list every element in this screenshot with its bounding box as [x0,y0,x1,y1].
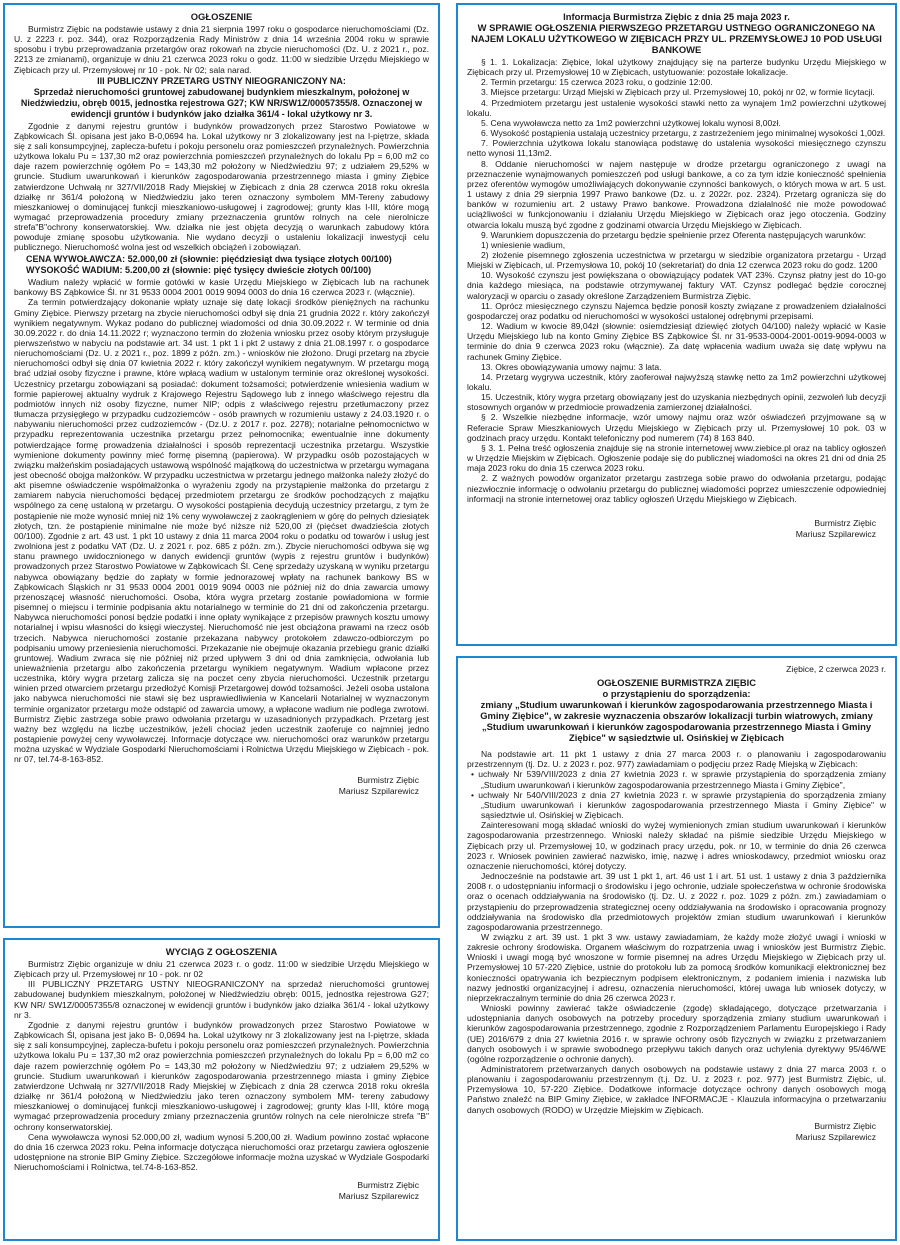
zmiany-bullet-item [467,769,886,789]
informacja-items [467,57,886,504]
zmiany-scope: zmiany „Studium uwarunkowań i kierunków zagospodarowania przestrzennego Miasta i Gminy Ziębice", w zakresie wyznaczenia obszarów lokalizacji turbin wiatrowych, zmiany „Studium uwarunkowań i kierunków zagospodarowania przestrzennego Miasta i Gminy Ziębice" w sąsiedztwie ul. Osińskiej w Ziębicach [480,699,873,744]
informacja-item: § 3. 1. Pełna treść ogłoszenia znajduje się na stronie internetowej www.ziebice.pl oraz na tablicy ogłoszeń w Urzędzie Miejskim w Ziębicach. Ogłoszenie podaje się do publicznej wiadomości na okres 21 dni od dnia 25 maja 2023 roku do dnia 15 czerwca 2023 roku. [467,442,886,474]
signature-title: Burmistrz Ziębic [814,517,876,528]
signature-title: Burmistrz Ziębic [814,1120,876,1131]
wyciag-title: WYCIĄG Z OGŁOSZENIA [165,946,278,957]
informacja-item: 13. Okres obowiązywania umowy najmu: 3 lata. [481,361,662,372]
signature-name: Mariusz Szpilarewicz [795,528,876,539]
informacja-item: 12. Wadium w kwocie 89,04zł (słownie: osiemdziesiąt dziewięć złotych 04/100) należy wpłacić w Kasie Urzędu Miejskiego lub na konto Gminy Ziębice BS Ząbkowice Śl. nr 31-9533-0004-2001-0019-9094-0003 w terminie do dnia 9 czerwca 2023 roku (włącznie). Za datę wpłacenia wadium uważa się datę wpływu na rachunek Gminy Ziębice. [467,321,886,362]
wyciag-subject: III PUBLICZNY PRZETARG USTNY NIEOGRANICZONY na sprzedaż nieruchomości gruntowej zabudowanej budynkiem mieszkalnym, położonej w Niedźwiedziu obręb: 0015, jednostka rejestrowa G27; KW NR/ SW1Z/00057355/8 oznaczonej w ewidencji gruntów i budynków jako działka 361/4 - lokal użytkowy nr 3. [14,979,429,1020]
signature-name: Mariusz Szpilarewicz [795,1131,876,1142]
signature-title: Burmistrz Ziębic [357,774,419,785]
wyciag-description: Zgodnie z danymi rejestru gruntów i budynków prowadzonych przez Starostwo Powiatowe w Ząbkowicach Śl, opisana jest jako B- 0,0694 ha. Lokal użytkowy nr 3 zlokalizowany jest na I-piętrze, składa się z sali konsumpcyjnej, zaplecza-bufetu i pokoju personelu oraz pomieszczeń przynależnych. Powierzchnia użytkowa lokalu Pu = 137,30 m2 oraz powierzchnia pomieszczeń przynależnych do lokalu Pp = 6,00 m2 co daje razem powierzchnię ogółem Po = 143,30 m2 położony w Niedźwiedziu 97; z udziałem 29,52% w gruncie. Studium uwarunkowań i kierunków zagospodarowania przestrzennego miasta i gminy Ziębice zatwierdzone Uchwałą nr 327/VII/2018 Rady Miejskiej w Ziębicach z dnia 28 czerwca 2018 roku określa działkę nr 361/4 położoną w Niedźwiedziu jako teren oznaczony symbolem MM- tereny zabudowy mieszkaniowej o dominującej funkcji mieszkaniowo-usługowej i zagrodowej; grunty klas I-III, które mogą wymagać przeprowadzenia procedury zmiany przeznaczenia gruntów rolnych na cele nierolnicze strefa "B" ochrony konserwatorskiej. [14,1019,429,1132]
wyciag-signature [14,1180,429,1202]
ogloszenie-title: OGŁOSZENIE [190,11,253,22]
informacja-item: 14. Przetarg wygrywa uczestnik, który zaoferował najwyższą stawkę netto za 1m2 powierzchni użytkowej lokalu. [467,371,886,392]
ogloszenie-description: Zgodnie z danymi rejestru gruntów i budynków prowadzonych przez Starostwo Powiatowe w Ząbkowicach Śl. opisana jest jako B-0,0694 ha. Lokal użytkowy nr 3 zlokalizowany jest na I-piętrze, składa się z sali konsumpcyjnej, zaplecza-bufetu i pokoju personelu oraz pomieszczeń przynależnych. Powierzchnia użytkowa lokalu Pu = 137,30 m2 oraz powierzchnia pomieszczeń przynależnych do lokalu Pp = 6,00 m2 co daje razem powierzchnię ogółem Po = 143,30 m2 położony w Niedźwiedziu 97; z udziałem 29,52% w gruncie. Studium uwarunkowań i kierunków zagospodarowania przestrzennego miasta i gminy Ziębice zatwierdzone Uchwałą nr 327/VII/2018 Rady Miejskiej w Ziębicach z dnia 28 czerwca 2018 roku określa działkę nr 361/4 położoną w Niedźwiedziu jako teren oznaczony symbolem MM-Tereny zabudowy mieszkaniowej o dominującej funkcji mieszkaniowo-usługowej i zagrodowej; grunty klas I-III, które mogą wymagać przeprowadzenia procedury zmiany przeznaczenia gruntów rolnych na cele nierolnicze strefa"B"ochrony konserwatorskiej. Ww. działka nie jest objęta decyzją o warunkach zabudowy która powoduje zmianę sposobu użytkowania. Nie wydano decyzji o ustaleniu lokalizacji inwestycji celu publicznego. Nieruchomość wolna jest od wszelkich obciążeń i zobowiązań. [14,120,429,253]
informacja-item: 2. Termin przetargu: 15 czerwca 2023 roku, o godzinie 12:00. [481,77,713,88]
ogloszenie-price: CENA WYWOŁAWCZA: 52.000,00 zł (słownie: pięćdziesiąt dwa tysiące złotych 00/100) [26,253,392,264]
ogloszenie-notice [3,3,440,928]
informacja-item: 8. Oddanie nieruchomości w najem następuje w drodze przetargu ograniczonego z uwagi na przeznaczenie wynajmowanych pomieszczeń pod usługi bankowe, a co za tym idzie konieczność spełnienia przez oferentów wymogów umożliwiających dokonywanie czynności bankowych, o których mowa w art. 5 ust. 1 ustawy z dnia 29 sierpnia 1997 Prawo bankowe (Dz. u. z 2022r. poz. 2324). Przetarg ogranicza się do banków w rozumieniu art. 2 ustawy Prawo bankowe. Prowadzona działalność nie może powodować uciążliwości w funkcjonowaniu i działaniu Urzędu Miejskiego w Ziębicach oraz jego otoczenia. Godziny otwarcia lokalu muszą być zgodne z godzinami otwarcia Urzędu Miejskiego w Ziębicach. [467,158,886,230]
zmiany-notice [456,656,897,1241]
informacja-item: 5. Cena wywoławcza netto za 1m2 powierzchni użytkowej lokalu wynosi 8,00zł. [481,117,781,128]
zmiany-paragraph: Jednocześnie na podstawie art. 39 ust 1 pkt 1, art. 46 ust 1 i art. 51 ust. 1 ustawy z dnia 3 października 2008 r. o udostępnianiu informacji o środowisku i jego ochronie, udziale społeczeństwa w ochronie środowiska oraz o ocenach oddziaływania na środowisko (tj. Dz. U. z 2022 r. poz. 1029 z późn. zm.) zawiadamiam o przystąpieniu do przeprowadzenia strategicznej oceny oddziaływania na środowisko i opracowania prognozy oddziaływania na środowisko dla przedmiotowych projektów zmian studium uwarunkowań i kierunków zagospodarowania przestrzennego. [467,871,886,932]
bullet-icon: • [471,769,479,780]
ogloszenie-conditions: Za termin potwierdzający dokonanie wpłaty uznaje się datę lokacji środków pieniężnych na rachunku Gminy Ziębice. Pierwszy przetarg na zbycie nieruchomości odbył się dnia 21 grudnia 2022 r. który zakończył wynikiem negatywnym. Wykaz podano do publicznej wiadomości od dnia 30.09.2022 r. W terminie od dnia 30.09.2022 r. do dnia 14.11.2022 r; wyznaczono termin do złożenia wniosku przez osoby którym przysługuje pierwszeństwo w nabyciu na podstawie art. 34 ust. 1 pkt 1 i pkt 2 ustawy z dnia 21.08.1997 r. o gospodarce nieruchomościami (Dz. U. z 2021 r., poz. 1899 z późn. zm.) - wniosków nie złożono. Drugi przetarg na zbycie nieruchomości odbył się dnia 07 kwietnia 2022 r. który zakończył wynikiem negatywnym. W przetargu mogą brać udział osoby fizyczne i prawne, które wpłacą wadium w ustalonym terminie oraz określonej wysokości. Uczestnicy przetargu zobowiązani są posiadać: dokument tożsamości; potwierdzenie wniesienia wadium w formie papierowej aktualny wydruk z Krajowego Rejestru Sądowego lub z innego właściwego rejestru dla podmiotów innych niż osoby fizyczne, numer NIP; odpis z właściwego rejestru przetłumaczony przez tłumacza przysięgłego w przypadku cudzoziemców - osób prawnych w rozumieniu ustawy z 24.03.1920 r. o nabywaniu nieruchomości przez cudzoziemców - (Dz.U. z 2017 r. poz. 2278); notarialne pełnomocnictwo w przypadku reprezentowania uczestnika przetargu przez pełnomocnika; ewentualnie inne dokumenty potwierdzające formę prowadzenia działalności i sposób reprezentacji uczestnika przetargu. Wszystkie wymienione dokumenty powinny mieć formę pisemną (papierowa). W przypadku osób pozostających w związku małżeńskim posiadających ustawową wspólność majątkową do uczestnictwa w przetargu wymagana jest obecność obojga małżonków. W przypadku uczestnictwa w przetargu jednego małżonka należy złożyć do akt pisemne oświadczenie współmałżonka o wyrażeniu zgody na przystąpienie małżonka do przetargu z zamiarem nabycia nieruchomości będącej przedmiotem przetargu ze środków pochodzących z majątku wspólnego za cenę ustaloną w przetargu. O wysokości postąpienia decydują uczestnicy przetargu, z tym że postąpienie nie może wynosić mniej niż 1% ceny wywoławczej z zaokrągleniem w górę do pełnych dziesiątek złotych, tzn. że postąpienie minimalne nie może być niższe niż 520,00 zł (pięćset dwadzieścia złotych 00/100). Zgodnie z art. 43 ust. 1 pkt 10 ustawy z dnia 11 marca 2004 roku o podatku od towarów i usług jest zwolniona jest z podatku VAT (Dz. U. z 2021 r. poz. 685 z późn. zm.). Zbycie nieruchomości odbywa się wg stanu prawnego uwidocznionego w danych ewidencji gruntów (wypis z rejestru gruntów i budynków) prowadzonych przez Starostwo Powiatowe w Ząbkowicach Śl. Cenę sprzedaży uzyskaną w wyniku przetargu nabywca obowiązany będzie do zapłaty w formie jednorazowej wpłaty na rachunek bankowy BS w Ząbkowicach Śląskich nr 31 9533 0004 2001 0019 9094 0003 nie później niż do dnia zawarcia umowy przenoszącej własność nieruchomości. Osoba, która wygra przetarg zostanie powiadomiona w formie pisemnej o miejscu i terminie podpisania aktu notarialnego w terminie do 21 dni od zakończenia przetargu. Nabywca nieruchomości ponosi będzie podatki i inne opłaty wynikające z przepisów prawnych kosztu umowy notarialnej i wpisu własności do księgi wieczystej. Nieruchomość nie jest obciążona prawami na rzecz osób trzecich. Nabywca nieruchomości zostanie przekazana nabywcy protokołem zdawczo-odbiorczym po podpisaniu umowy przeniesienia nieruchomości. Przekazanie nie obejmuje okazania przebiegu granic działki gruntowej. Wadium zwraca się nie później niż przed upływem 3 dni od dnia zamknięcia, odwołania lub unieważnienia przetargu albo zakończenia przetargu wynikiem negatywnym. Wadium wpłacone przez uczestnika, który wygra przetarg zalicza się na poczet ceny zbycia nieruchomości. Uczestnik przetargu winien przed otwarciem przetargu przedłożyć Komisji Przetargowej dowód tożsamości. Jeżeli osoba ustalona jako nabywca nieruchomości nie stawi się bez usprawiedliwienia w Kancelarii Notarialnej w wyznaczonym terminie organizator przetargu może odstąpić od zawarcia umowy, a wpłacone wadium nie podlega zwrotowi. Burmistrz Ziębic zastrzega sobie prawo odwołania przetargu w uzasadnionych przypadkach. Przetarg jest ważny bez względu na liczbę uczestników, jeżeli chociaż jeden uczestnik zaoferuje co najmniej jedno postąpienie powyżej ceny wywoławczej. Informacje dotyczące ww. nieruchomości oraz warunków przetargu można uzyskać w Wydziale Gospodarki Nieruchomościami i Rolnictwa Urzędu Miejskiego w Ziębicach - pok. nr 07, tel.74-8-163-852. [14,297,429,765]
informacja-item: 1) wniesienie wadium, [481,239,566,250]
informacja-subtitle: W SPRAWIE OGŁOSZENIA PIERWSZEGO PRZETARGU USTNEGO OGRANICZONEGO NA NAJEM LOKALU UŻYTKOWEGO W ZIĘBICACH PRZY UL. PRZEMYSŁOWEJ 10 POD USŁUGI BANKOWE [471,22,882,55]
zmiany-paragraph: Wnioski powinny zawierać także oświadczenie (zgodę) składającego, dotyczące przetwarzania i udostępniania danych osobowych na potrzeby procedury sporządzenia zmiany studium uwarunkowań i kierunków zagospodarowania przestrzennego, zgodnie z Rozporządzeniem Parlamentu Europejskiego i Rady (UE) 2016/679 z dnia 27 kwietnia 2016 r. w sprawie ochrony osób fizycznych w związku z przetwarzaniem danych osobowych i w sprawie swobodnego przepływu takich danych oraz uchylenia dyrektywy 95/46/WE (ogólne rozporządzenie o ochronie danych). [467,1003,886,1064]
bullet-icon: • [471,789,479,800]
ogloszenie-wadium-payment: Wadium należy wpłacić w formie gotówki w kasie Urzędu Miejskiego w Ziębicach lub na rachunek bankowy BS Ząbkowice Śl. nr 31 9533 0004 2001 0019 9094 0003 do dnia 16 czerwca 2023 r. (włącznie). [14,277,429,298]
informacja-item: 15. Uczestnik, który wygra przetarg obowiązany jest do uzyskania niezbędnych opinii, zezwoleń lub decyzji stosownych organów w przedmiocie prowadzenia zamierzonej działalności. [467,392,886,413]
zmiany-subtitle: o przystąpieniu do sporządzenia: [602,688,751,700]
informacja-item: § 2. Wszelkie niezbędne informacje, wzór umowy najmu oraz wzór oświadczeń przyjmowane są w Referacie Spraw Mieszkaniowych Urzędu Miejskiego w Ziębicach przy ul. Przemysłowej 10 pok. 03 w godzinach pracy urzędu. Kontakt telefoniczny pod numerem (74) 8 163 840. [467,412,886,443]
informacja-item: 10. Wysokość czynszu jest powiększana o obowiązujący podatek VAT 23%. Czynsz płatny jest do 10-go dnia każdego miesiąca, na podstawie otrzymywanej faktury VAT. Czynsz podlegać będzie corocznej waloryzacji w oparciu o zasady określone Zarządzeniem Burmistrza Ziębic. [467,270,886,301]
ogloszenie-wadium: WYSOKOŚĆ WADIUM: 5.200,00 zł (słownie: pięć tysięcy dwieście złotych 00/100) [26,265,372,276]
informacja-item: 7. Powierzchnia użytkowa lokalu stanowiąca podstawę do ustalenia wysokości miesięcznego czynszu netto wynosi 11,13m2. [467,138,886,159]
zmiany-date: Ziębice, 2 czerwca 2023 r. [786,664,886,674]
informacja-item: 2) złożenie pisemnego zgłoszenia uczestnictwa w przetargu w siedzibie organizatora przetargu - Urząd Miejski w Ziębicach, ul. Przemysłowa 10, pokój 10 (sekretariat) do dnia 12 czerwca 2023 roku do godz. 1200 [467,249,886,271]
informacja-item: § 1. 1. Lokalizacja: Ziębice, lokal użytkowy znajdujący się na parterze budynku Urzędu Miejskiego w Ziębicach przy ul. Przemysłowej 10 w Ziębicach, ustytuowanie: pozostałe lokalizacje. [467,57,886,78]
zmiany-paragraphs [467,820,886,1115]
informacja-item: 6. Wysokość postąpienia ustalają uczestnicy przetargu, z zastrzeżeniem jego minimalnej wysokości 1,00zł. [481,128,886,139]
informacja-signature [467,518,886,540]
zmiany-intro: Na podstawie art. 11 pkt 1 ustawy z dnia 27 marca 2003 r. o planowaniu i zagospodarowaniu przestrzennym (tj. Dz. U. z 2023 r. poz. 977) zawiadamiam o podjęciu przez Radę Miejską w Ziębicach: [467,749,886,770]
wyciag-notice [3,938,440,1241]
zmiany-signature [467,1121,886,1143]
ogloszenie-heading: III PUBLICZNY PRZETARG USTNY NIEOGRANICZONY NA: [97,75,346,86]
bullet-text: uchwały Nr 539/VIII/2023 z dnia 27 kwietnia 2023 r. w sprawie przystąpienia do sporządzenia zmiany „Studium uwarunkowań i kierunków zagospodarowania przestrzennego Miasta i Gminy Ziębice", [478,769,886,790]
bullet-text: uchwały Nr 540/VIII/2023 z dnia 27 kwietnia 2023 r. w sprawie przystąpienia do sporządzenia zmiany „Studium uwarunkowań i kierunków zagospodarowania przestrzennego Miasta i Gminy Ziębice" w sąsiedztwie ul. Osińskiej w Ziębicach. [478,789,886,821]
zmiany-bullet-item [467,790,886,820]
informacja-item: 2. Z ważnych powodów organizator przetargu zastrzega sobie prawo do odwołania przetargu, podając niezwłocznie informację o odwołaniu przetargu do publicznej wiadomości poprzez umieszczenie odpowiedniej informacji na stronie internetowej oraz tablicy ogłoszeń Urzędu Miejskiego w Ziębicach. [467,473,886,504]
wyciag-intro: Burmistrz Ziębic organizuje w dniu 21 czerwca 2023 r. o godz. 11:00 w siedzibie Urzędu Miejskiego w Ziębicach przy ul. Przemysłowej nr 10 - pok. nr 02 [14,959,429,980]
informacja-notice [456,3,897,646]
zmiany-paragraph: W związku z art. 39 ust. 1 pkt 3 ww. ustawy zawiadamiam, że każdy może złożyć uwagi i wnioski w zakresie ochrony środowiska. Organem właściwym do rozpatrzenia uwag i wniosków jest Burmistrz Ziębic. Wnioski i uwagi mogą być wnoszone w formie pisemnej na adres Urzędu Miejskiego w Ziębicach przy ul. Przemysłowej 10 57-220 Ziębice, ustnie do protokołu lub za pomocą środków komunikacji elektronicznej bez konieczności opatrywania ich bezpiecznym podpisem elektronicznym, z podaniem imienia i nazwiska lub nazwy jednostki organizacyjnej i adresu, oznaczenia nieruchomości, której uwaga lub wniosek dotyczy, w nieprzekraczalnym terminie do dnia 26 czerwca 2023 r. [467,931,886,1003]
wyciag-price-info: Cena wywoławcza wynosi 52.000,00 zł, wadium wynosi 5.200,00 zł. Wadium powinno zostać wpłacone do dnia 16 czerwca 2023 roku. Pełna informacje dotycząca nieruchomości oraz przetargu zawiera ogłoszenie udostępnione na stronie BIP Gminy Ziębice. Szczegółowe informacje można uzyskać w Wydziale Gospodarki Nieruchomościami i Rolnictwa, tel.74-8-163-852. [14,1131,429,1173]
signature-name: Mariusz Szpilarewicz [338,1191,419,1202]
informacja-item: 11. Oprócz miesięcznego czynszu Najemca będzie ponosił koszty związane z prowadzeniem działalności gospodarczej oraz podatku od nieruchomości w wysokości ustalonej odrębnymi przepisami. [467,300,886,321]
signature-name: Mariusz Szpilarewicz [338,785,419,796]
informacja-title: Informacja Burmistrza Ziębic z dnia 25 maja 2023 r. [563,11,790,22]
informacja-item: 3. Miejsce przetargu: Urząd Miejski w Ziębicach przy ul. Przemysłowej 10, pokój nr 02, w formie licytacji. [481,87,875,98]
informacja-item: 4. Przedmiotem przetargu jest ustalenie wysokości stawki netto za wynajem 1m2 powierzchni użytkowej lokalu. [467,97,886,118]
zmiany-paragraph: Zainteresowani mogą składać wnioski do wyżej wymienionych zmian studium uwarunkowań i kierunków zagospodarowania przestrzennego. Wnioski należy składać na piśmie siedzibie Urzędu Miejskiego w Ziębicach przy ul. Przemysłowej 10, w godzinach pracy urzędu, pok. nr 10, w terminie do dnia 26 czerwca 2023 r. Wniosek powinien zawierać nazwisko, imię, nazwę i adres wnioskodawcy, przedmiot wniosku oraz oznaczenie nieruchomości, której dotyczy. [467,820,886,871]
ogloszenie-subject: Sprzedaż nieruchomości gruntowej zabudowanej budynkiem mieszkalnym, położonej w Niedźwiedziu, obręb 0015, jednostka rejestrowa G27; KW NR/SW1Z/00057355/8. Oznaczonej w ewidencji gruntów i budynków jako działka 361/4 - lokal użytkowy nr 3. [20,87,423,119]
zmiany-bullets [467,769,886,820]
zmiany-paragraph: Administratorem przetwarzanych danych osobowych na podstawie ustawy z dnia 27 marca 2003 r. o planowaniu i zagospodarowaniu przestrzennym (t.j. Dz. U. z 2023 r. poz. 977) jest Burmistrz Ziębic, ul. Przemysłowa 10, 57-220 Ziębice. Dodatkowe informacje dotyczące ochrony danych osobowych mogą Państwo znaleźć na BIP Gminy Ziębice, w zakładce INFORMACJE - Klauzula informacyjna o przetwarzaniu danych osobowych (RODO) w Urzędzie Miejskim w Ziębicach. [467,1064,886,1115]
ogloszenie-intro: Burmistrz Ziębic na podstawie ustawy z dnia 21 sierpnia 1997 roku o gospodarce nieruchomościami (Dz. U. z 2223 r. poz. 344), oraz Rozporządzenia Rady Ministrów z dnia 14 września 2004 roku w sprawie sposobu i trybu przeprowadzania przetargów oraz rokowań na zbycie nieruchomości (Dz. U. z 2021 r., poz. 2213 ze zmianami), organizuje w dniu 21 czerwca 2023 roku o godz. 11:00 w siedzibie Urzędu Miejskiego w Ziębicach przy ul. Przemysłowej nr 10 - pok. Nr 02; sala narad. [14,24,429,75]
signature-title: Burmistrz Ziębic [357,1180,419,1191]
ogloszenie-signature [14,775,429,797]
zmiany-title: OGŁOSZENIE BURMISTRZA ZIĘBIC [596,677,757,689]
informacja-item: 9. Warunkiem dopuszczenia do przetargu będzie spełnienie przez Oferenta następujących warunków: [481,229,866,240]
